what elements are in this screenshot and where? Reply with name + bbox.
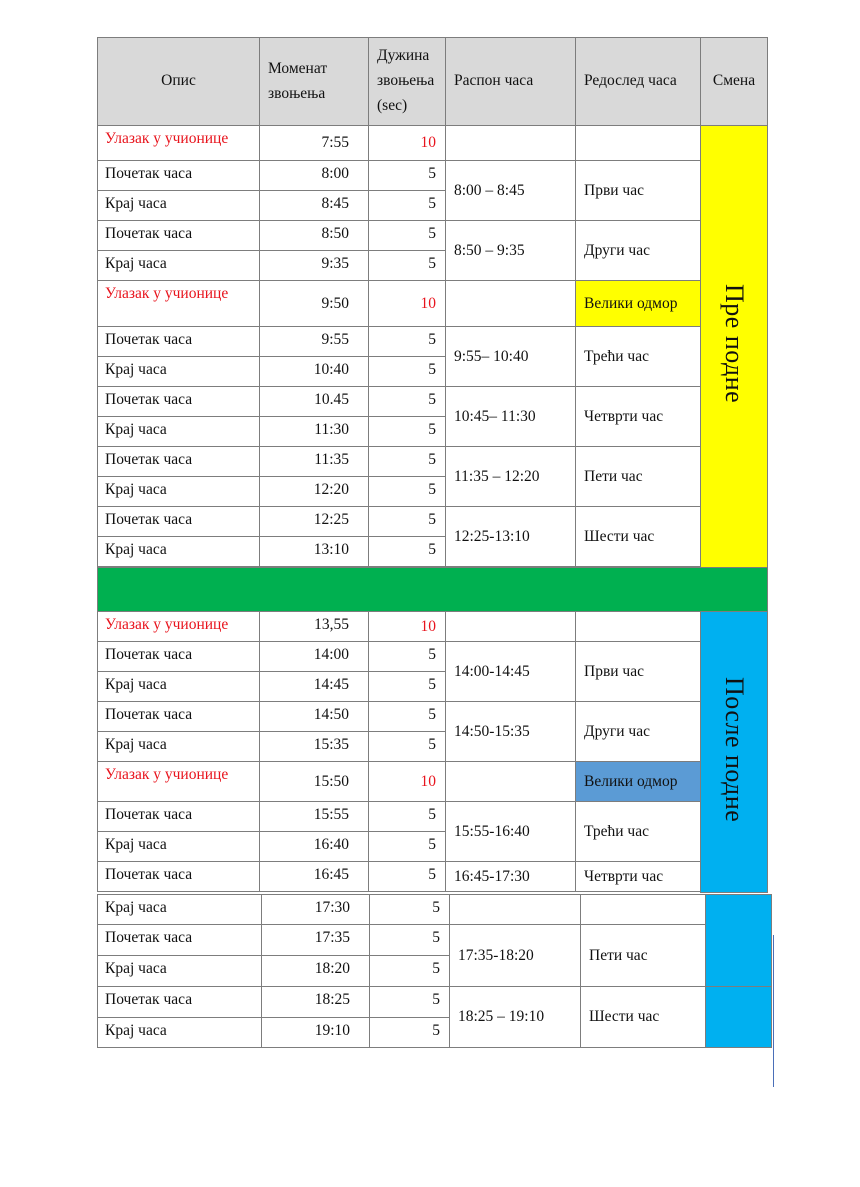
row-range-empty bbox=[450, 895, 581, 925]
row-description: Крај часа bbox=[98, 832, 260, 862]
period-order: Трећи час bbox=[576, 327, 701, 387]
row-range-empty bbox=[446, 762, 576, 802]
row-time: 16:45 bbox=[260, 862, 369, 892]
period-range: 9:55– 10:40 bbox=[446, 327, 576, 387]
shift-separator bbox=[98, 568, 768, 612]
row-duration: 5 bbox=[369, 672, 446, 702]
period-order: Четврти час bbox=[576, 862, 701, 892]
period-range: 16:45-17:30 bbox=[446, 862, 576, 892]
row-description: Крај часа bbox=[98, 732, 260, 762]
row-time: 14:50 bbox=[260, 702, 369, 732]
spacer-row bbox=[98, 892, 768, 893]
row-time: 8:50 bbox=[260, 221, 369, 251]
table-row bbox=[98, 281, 768, 327]
row-description: Улазак у учионице bbox=[98, 126, 260, 161]
big-break-label: Велики одмор bbox=[576, 762, 701, 802]
row-time: 15:50 bbox=[260, 762, 369, 802]
row-time: 17:35 bbox=[262, 925, 370, 956]
row-duration: 5 bbox=[369, 251, 446, 281]
period-order: Први час bbox=[576, 161, 701, 221]
period-range: 17:35-18:20 bbox=[450, 925, 581, 987]
row-order-empty bbox=[576, 126, 701, 161]
row-description: Почетак часа bbox=[98, 925, 262, 956]
period-range: 18:25 – 19:10 bbox=[450, 987, 581, 1048]
header-range: Распон часа bbox=[446, 38, 576, 126]
row-time: 13:10 bbox=[260, 537, 369, 567]
row-range-empty bbox=[446, 281, 576, 327]
row-duration: 5 bbox=[369, 477, 446, 507]
row-range-empty bbox=[446, 612, 576, 642]
row-time: 7:55 bbox=[260, 126, 369, 161]
table-row bbox=[98, 702, 768, 732]
table-row bbox=[98, 327, 768, 357]
period-order: Шести час bbox=[576, 507, 701, 567]
period-range: 10:45– 11:30 bbox=[446, 387, 576, 447]
row-time: 8:00 bbox=[260, 161, 369, 191]
row-description: Почетак часа bbox=[98, 327, 260, 357]
row-duration: 5 bbox=[370, 1018, 450, 1048]
row-time: 9:35 bbox=[260, 251, 369, 281]
shift-cell-morning bbox=[701, 126, 768, 568]
shift-cell-afternoon-cont bbox=[706, 895, 772, 987]
row-time: 11:35 bbox=[260, 447, 369, 477]
row-duration: 5 bbox=[370, 956, 450, 987]
row-duration: 5 bbox=[369, 642, 446, 672]
row-time: 17:30 bbox=[262, 895, 370, 925]
row-duration: 5 bbox=[369, 387, 446, 417]
row-duration: 10 bbox=[369, 126, 446, 161]
row-time: 12:20 bbox=[260, 477, 369, 507]
row-duration: 5 bbox=[369, 507, 446, 537]
table-row bbox=[98, 126, 768, 161]
row-order-empty bbox=[581, 895, 706, 925]
big-break-label: Велики одмор bbox=[576, 281, 701, 327]
row-time: 15:35 bbox=[260, 732, 369, 762]
header-description: Опис bbox=[98, 38, 260, 126]
row-duration: 5 bbox=[369, 732, 446, 762]
row-description: Почетак часа bbox=[98, 642, 260, 672]
row-description: Крај часа bbox=[98, 672, 260, 702]
row-duration: 5 bbox=[370, 987, 450, 1018]
header-moment: Моменат звоњења bbox=[260, 38, 369, 126]
table-row bbox=[98, 612, 768, 642]
shift-cell-afternoon-cont2 bbox=[706, 987, 772, 1048]
period-order: Четврти час bbox=[576, 387, 701, 447]
row-description: Крај часа bbox=[98, 956, 262, 987]
row-time: 12:25 bbox=[260, 507, 369, 537]
row-duration: 10 bbox=[369, 612, 446, 642]
row-description: Почетак часа bbox=[98, 507, 260, 537]
table-row bbox=[98, 862, 768, 892]
row-description: Почетак часа bbox=[98, 447, 260, 477]
row-duration: 10 bbox=[369, 281, 446, 327]
table-row bbox=[98, 507, 768, 537]
period-order: Пети час bbox=[576, 447, 701, 507]
period-order: Трећи час bbox=[576, 802, 701, 862]
row-time: 16:40 bbox=[260, 832, 369, 862]
row-duration: 5 bbox=[369, 537, 446, 567]
bell-schedule-table bbox=[97, 37, 768, 893]
period-order: Други час bbox=[576, 702, 701, 762]
row-duration: 5 bbox=[369, 221, 446, 251]
row-time: 11:30 bbox=[260, 417, 369, 447]
row-description: Улазак у учионице bbox=[98, 612, 260, 642]
row-duration: 5 bbox=[369, 191, 446, 221]
row-duration: 5 bbox=[369, 327, 446, 357]
row-time: 18:25 bbox=[262, 987, 370, 1018]
table-row bbox=[98, 387, 768, 417]
row-order-empty bbox=[576, 612, 701, 642]
table-row bbox=[98, 221, 768, 251]
row-duration: 5 bbox=[369, 417, 446, 447]
row-description: Почетак часа bbox=[98, 987, 262, 1018]
row-description: Крај часа bbox=[98, 477, 260, 507]
row-description: Почетак часа bbox=[98, 702, 260, 732]
shift-cell-afternoon bbox=[701, 612, 768, 893]
row-description: Крај часа bbox=[98, 417, 260, 447]
row-time: 15:55 bbox=[260, 802, 369, 832]
row-time: 10:40 bbox=[260, 357, 369, 387]
row-description: Почетак часа bbox=[98, 802, 260, 832]
row-description: Почетак часа bbox=[98, 161, 260, 191]
header-order: Редослед часа bbox=[576, 38, 701, 126]
table-row bbox=[98, 447, 768, 477]
row-description: Крај часа bbox=[98, 1018, 262, 1048]
row-duration: 5 bbox=[369, 702, 446, 732]
row-duration: 5 bbox=[369, 802, 446, 832]
row-time: 8:45 bbox=[260, 191, 369, 221]
period-range: 14:00-14:45 bbox=[446, 642, 576, 702]
row-description: Крај часа bbox=[98, 251, 260, 281]
shift-separator-bar bbox=[98, 568, 768, 612]
header-row bbox=[98, 38, 768, 126]
row-description: Крај часа bbox=[98, 191, 260, 221]
period-range: 14:50-15:35 bbox=[446, 702, 576, 762]
row-duration: 5 bbox=[369, 357, 446, 387]
table-row bbox=[98, 762, 768, 802]
row-time: 9:55 bbox=[260, 327, 369, 357]
row-duration: 5 bbox=[370, 925, 450, 956]
period-range: 8:00 – 8:45 bbox=[446, 161, 576, 221]
row-description: Крај часа bbox=[98, 895, 262, 925]
header-shift: Смена bbox=[701, 38, 768, 126]
table-row bbox=[98, 161, 768, 191]
row-description: Улазак у учионице bbox=[98, 762, 260, 802]
row-description: Почетак часа bbox=[98, 221, 260, 251]
period-order: Први час bbox=[576, 642, 701, 702]
row-description: Крај часа bbox=[98, 357, 260, 387]
shift-label-morning: Пре подне bbox=[720, 284, 749, 404]
row-duration: 5 bbox=[370, 895, 450, 925]
period-range: 11:35 – 12:20 bbox=[446, 447, 576, 507]
row-time: 13,55 bbox=[260, 612, 369, 642]
bell-schedule-continuation bbox=[97, 894, 772, 1048]
row-range-empty bbox=[446, 126, 576, 161]
period-order: Други час bbox=[576, 221, 701, 281]
row-duration: 5 bbox=[369, 161, 446, 191]
table-row bbox=[98, 987, 772, 1018]
row-time: 14:45 bbox=[260, 672, 369, 702]
period-range: 8:50 – 9:35 bbox=[446, 221, 576, 281]
row-description: Улазак у учионице bbox=[98, 281, 260, 327]
table-row bbox=[98, 802, 768, 832]
period-range: 15:55-16:40 bbox=[446, 802, 576, 862]
row-time: 14:00 bbox=[260, 642, 369, 672]
page-edge-line bbox=[773, 935, 774, 1087]
row-time: 18:20 bbox=[262, 956, 370, 987]
table-row bbox=[98, 925, 772, 956]
row-time: 19:10 bbox=[262, 1018, 370, 1048]
table-row bbox=[98, 642, 768, 672]
table-row bbox=[98, 895, 772, 925]
row-duration: 10 bbox=[369, 762, 446, 802]
period-order: Пети час bbox=[581, 925, 706, 987]
row-duration: 5 bbox=[369, 862, 446, 892]
row-description: Почетак часа bbox=[98, 387, 260, 417]
period-range: 12:25-13:10 bbox=[446, 507, 576, 567]
shift-label-afternoon: После подне bbox=[720, 676, 749, 822]
header-duration: Дужина звоњења (sec) bbox=[369, 38, 446, 126]
row-description: Крај часа bbox=[98, 537, 260, 567]
period-order: Шести час bbox=[581, 987, 706, 1048]
row-duration: 5 bbox=[369, 447, 446, 477]
row-description: Почетак часа bbox=[98, 862, 260, 892]
row-duration: 5 bbox=[369, 832, 446, 862]
row-time: 10.45 bbox=[260, 387, 369, 417]
row-time: 9:50 bbox=[260, 281, 369, 327]
